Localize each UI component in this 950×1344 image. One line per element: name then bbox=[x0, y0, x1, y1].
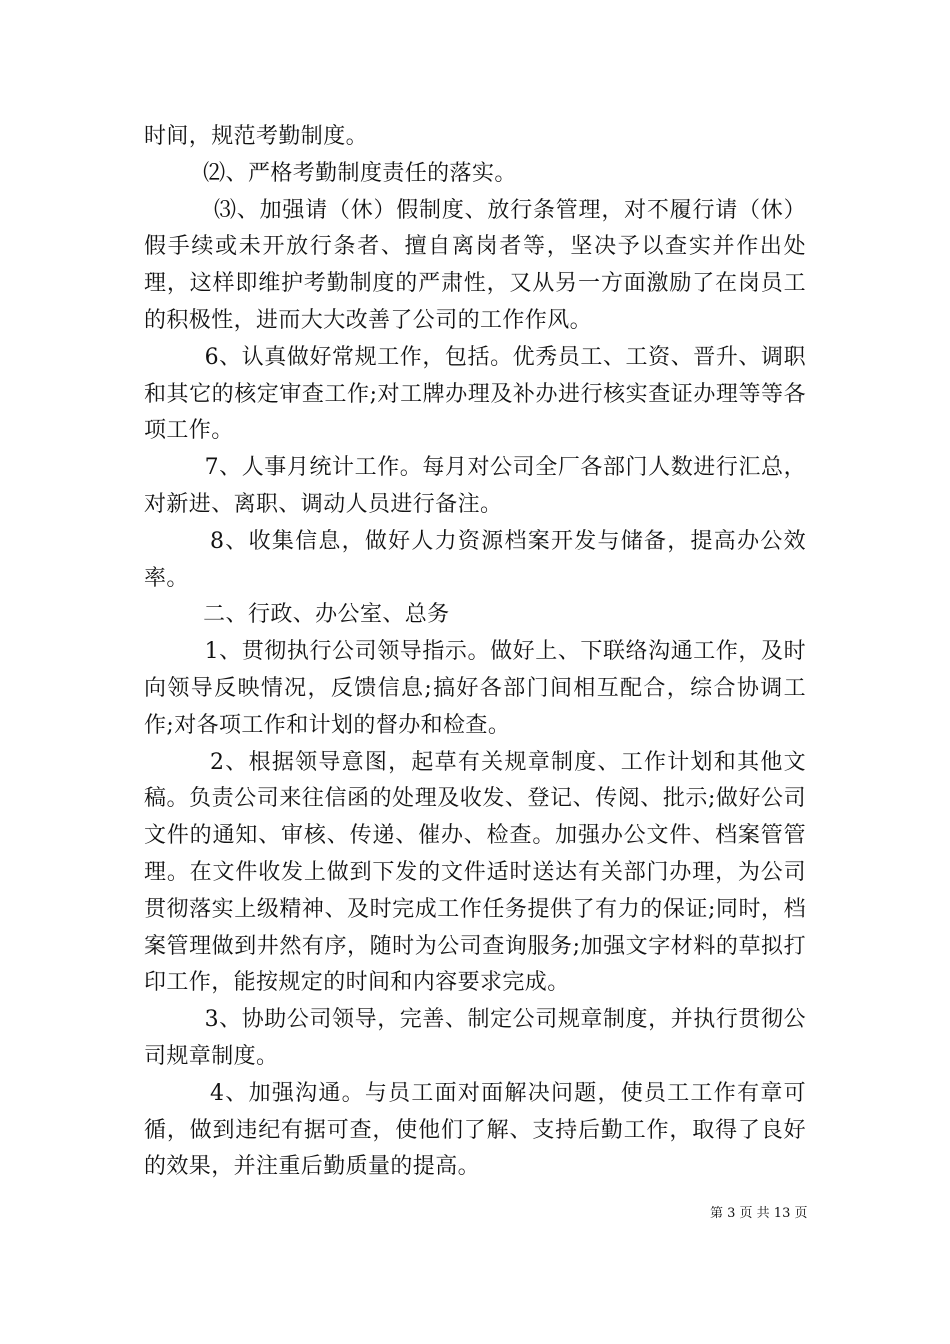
paragraph-8: 2、根据领导意图，起草有关规章制度、工作计划和其他文稿。负责公司来往信函的处理及收发、登记、传阅、批示;做好公司文件的通知、审核、传递、催办、检查。加强办公文件、档案管管理。在文件收发上做到下发的文件适时送达有关部门办理，为公司贯彻落实上级精神、及时完成工作任务提供了有力的保证;同时，档案管理做到井然有序，随时为公司查询服务;加强文字材料的草拟打印工作，能按规定的时间和内容要求完成。 bbox=[144, 749, 806, 996]
paragraph-5: 7、人事月统计工作。每月对公司全厂各部门人数进行汇总，对新进、离职、调动人员进行备注。 bbox=[144, 455, 806, 517]
paragraph-1: 时间，规范考勤制度。 bbox=[144, 124, 369, 149]
section-heading: 二、行政、办公室、总务 bbox=[144, 602, 450, 628]
paragraph-10: 4、加强沟通。与员工面对面解决问题，使员工工作有章可循，做到违纪有据可查，使他们了解、支持后勤工作，取得了良好的效果，并注重后勤质量的提高。 bbox=[144, 1080, 806, 1180]
paragraph-4: 6、认真做好常规工作，包括。优秀员工、工资、晋升、调职和其它的核定审查工作;对工牌办理及补办进行核实查证办理等等各项工作。 bbox=[144, 344, 806, 444]
paragraph-3: ⑶、加强请（休）假制度、放行条管理，对不履行请（休）假手续或未开放行条者、擅自离岗者等，坚决予以查实并作出处理，这样即维护考勤制度的严肃性，又从另一方面激励了在岗员工的积极性，进而大大改善了公司的工作作风。 bbox=[144, 197, 806, 333]
paragraph-6: 8、收集信息，做好人力资源档案开发与储备，提高办公效率。 bbox=[144, 528, 806, 591]
document-body bbox=[144, 119, 806, 1186]
paragraph-2: ⑵、严格考勤制度责任的落实。 bbox=[144, 160, 517, 186]
paragraph-9: 3、协助公司领导，完善、制定公司规章制度，并执行贯彻公司规章制度。 bbox=[144, 1007, 806, 1069]
paragraph-7: 1、贯彻执行公司领导指示。做好上、下联络沟通工作，及时向领导反映情况，反馈信息;搞好各部门间相互配合，综合协调工作;对各项工作和计划的督办和检查。 bbox=[144, 639, 806, 738]
page-number: 第 3 页 共 13 页 bbox=[710, 1206, 808, 1221]
